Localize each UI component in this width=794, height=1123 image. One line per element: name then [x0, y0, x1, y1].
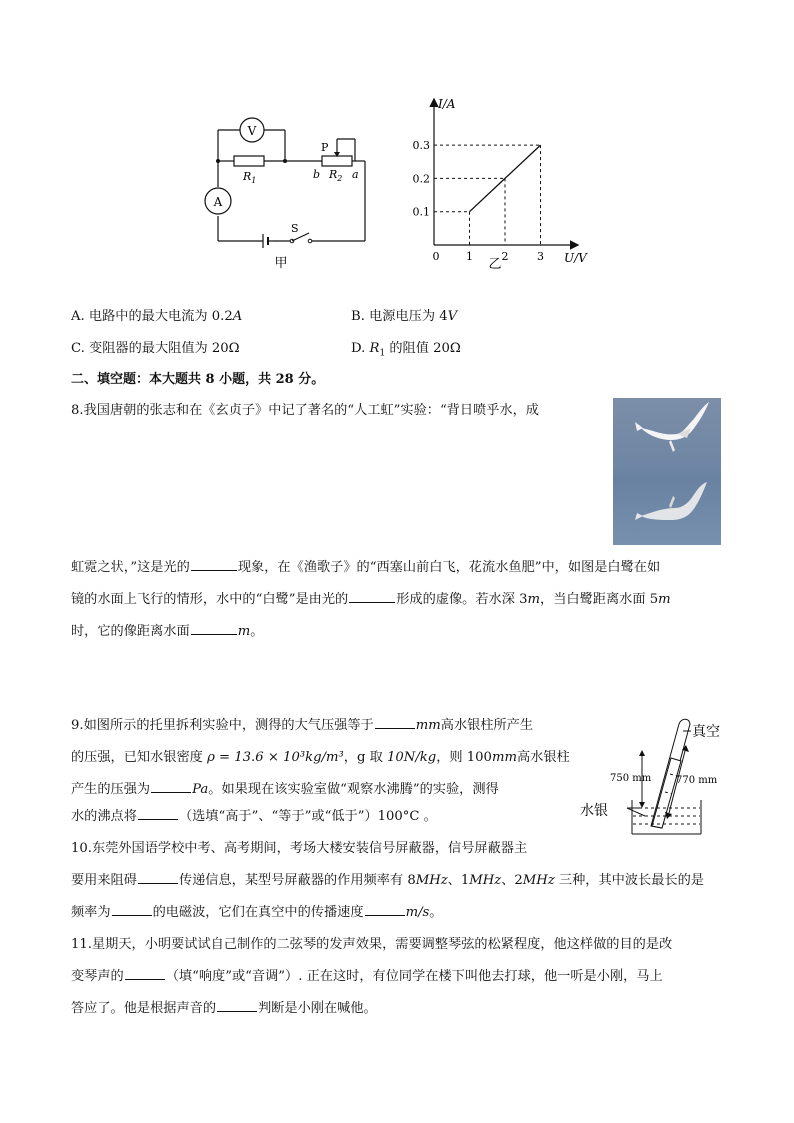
q9-line4: 水的沸点将 （选填“高于”、“等于”或“低于”）100°C 。: [71, 809, 437, 824]
iu-graph: [405, 92, 605, 272]
option-b-unit: V: [447, 309, 458, 324]
ammeter-label: A: [213, 195, 223, 209]
x-axis-label: U/V: [564, 251, 587, 265]
a-end-label: a: [352, 168, 359, 181]
y-tick-label: 0.1: [412, 205, 430, 219]
option-c-text: C. 变阻器的最大阻值为 20Ω: [71, 341, 240, 356]
option-d[interactable]: [351, 337, 461, 359]
q9-blank-1[interactable]: [375, 717, 415, 729]
x-tick-label: 2: [501, 250, 509, 263]
label-750mm: 750 mm: [610, 773, 652, 784]
circuit-diagram: [195, 105, 375, 275]
section-heading: 二、填空题：本大题共 8 小题，共 28 分。: [71, 372, 325, 387]
q8-blank-2[interactable]: [349, 591, 395, 603]
y-axis-label: I/A: [438, 97, 456, 111]
option-d-sub: 1: [379, 348, 386, 359]
q11-line1: 11.星期天，小明要试试自己制作的二弦琴的发声效果，需要调整琴弦的松紧程度，他这样做的目的是改: [71, 937, 673, 952]
q10-blank-3[interactable]: [365, 904, 405, 916]
q9-line3: 产生的压强为 Pa。如果现在该实验室做“观察水沸腾”的实验，测得: [71, 782, 499, 797]
slider-p-label: P: [321, 141, 329, 154]
option-d-suffix: 的阻值 20Ω: [385, 341, 461, 356]
torricelli-figure: [575, 712, 730, 842]
option-b-text: B. 电源电压为 4: [351, 309, 448, 324]
option-b[interactable]: [351, 305, 457, 324]
mercury-label: 水银: [580, 803, 608, 819]
option-a-unit: A: [232, 309, 243, 324]
q8-line2: 虹霓之状，”这是光的 现象，在《渔歌子》的“西塞山前白飞，花流水鱼肥”中，如图是白鹭在如: [71, 560, 661, 575]
resistor-r1: [234, 156, 264, 166]
y-tick-label: 0.2: [412, 172, 430, 186]
q9-blank-3[interactable]: [138, 808, 178, 820]
q11-line2: 变琴声的 （填“响度”或“音调”）. 正在这时，有位同学在楼下叫他去打球，他一听是小刚，马上: [71, 969, 663, 984]
x-tick-label: 3: [537, 250, 544, 263]
option-d-prefix: D.: [351, 341, 370, 356]
option-c[interactable]: [71, 337, 240, 356]
switch-label: S: [291, 222, 299, 235]
option-a[interactable]: [71, 305, 242, 324]
vacuum-label: 真空: [692, 724, 720, 740]
circuit-caption: 甲: [274, 256, 288, 271]
q11-blank-1[interactable]: [125, 968, 165, 980]
rheostat-r2: [322, 156, 352, 166]
b-end-label: b: [313, 168, 321, 181]
q10-blank-2[interactable]: [112, 904, 152, 916]
voltmeter-label: V: [247, 124, 257, 138]
label-770mm: 770 mm: [676, 775, 718, 786]
option-d-var: R: [369, 341, 380, 356]
egret-photo: [613, 398, 721, 545]
q10-line2: 要用来阻碍 传递信息，某型号屏蔽器的作用频率有 8MHz、1MHz、2MHz 三种，其中波长最长的是: [71, 873, 704, 888]
q10-line1: 10.东莞外国语学校中考、高考期间，考场大楼安装信号屏蔽器，信号屏蔽器主: [71, 841, 528, 856]
option-a-text: A. 电路中的最大电流为 0.2: [71, 309, 233, 324]
q8-line4: 时，它的像距离水面 m。: [71, 624, 264, 639]
x-tick-label: 1: [466, 250, 473, 263]
origin-label: 0: [432, 250, 440, 263]
q8-blank-1[interactable]: [191, 559, 237, 571]
q11-line3: 答应了。他是根据声音的 判断是小刚在喊他。: [71, 1001, 377, 1016]
r1-label: $R_1$: [243, 170, 257, 185]
graph-caption: 乙: [488, 257, 502, 272]
q8-line1: 8.我国唐朝的张志和在《玄贞子》中记了著名的“人工虹”实验：“背日喷乎水，成: [71, 403, 539, 418]
q9-line1: 9.如图所示的托里拆利实验中，测得的大气压强等于 mm高水银柱所产生: [71, 718, 534, 733]
q9-line2: 的压强，已知水银密度 ρ = 13.6 × 10³kg/m³，g 取 10N/kg，则 100mm高水银柱: [71, 750, 570, 765]
q10-blank-1[interactable]: [138, 872, 178, 884]
q10-line3: 频率为 的电磁波，它们在真空中的传播速度 m/s。: [71, 905, 443, 920]
iu-line: [470, 145, 541, 212]
r2-label: $R_2$: [329, 168, 343, 183]
q9-blank-2[interactable]: [151, 781, 191, 793]
q11-blank-2[interactable]: [217, 1000, 257, 1012]
q8-line3: 镜的水面上飞行的情形，水中的“白鹭”是由光的 形成的虚像。若水深 3m，当白鹭距离水面 5m: [71, 592, 671, 607]
q8-blank-3[interactable]: [191, 623, 237, 635]
y-tick-label: 0.3: [412, 139, 430, 153]
egret-image: [613, 398, 721, 545]
